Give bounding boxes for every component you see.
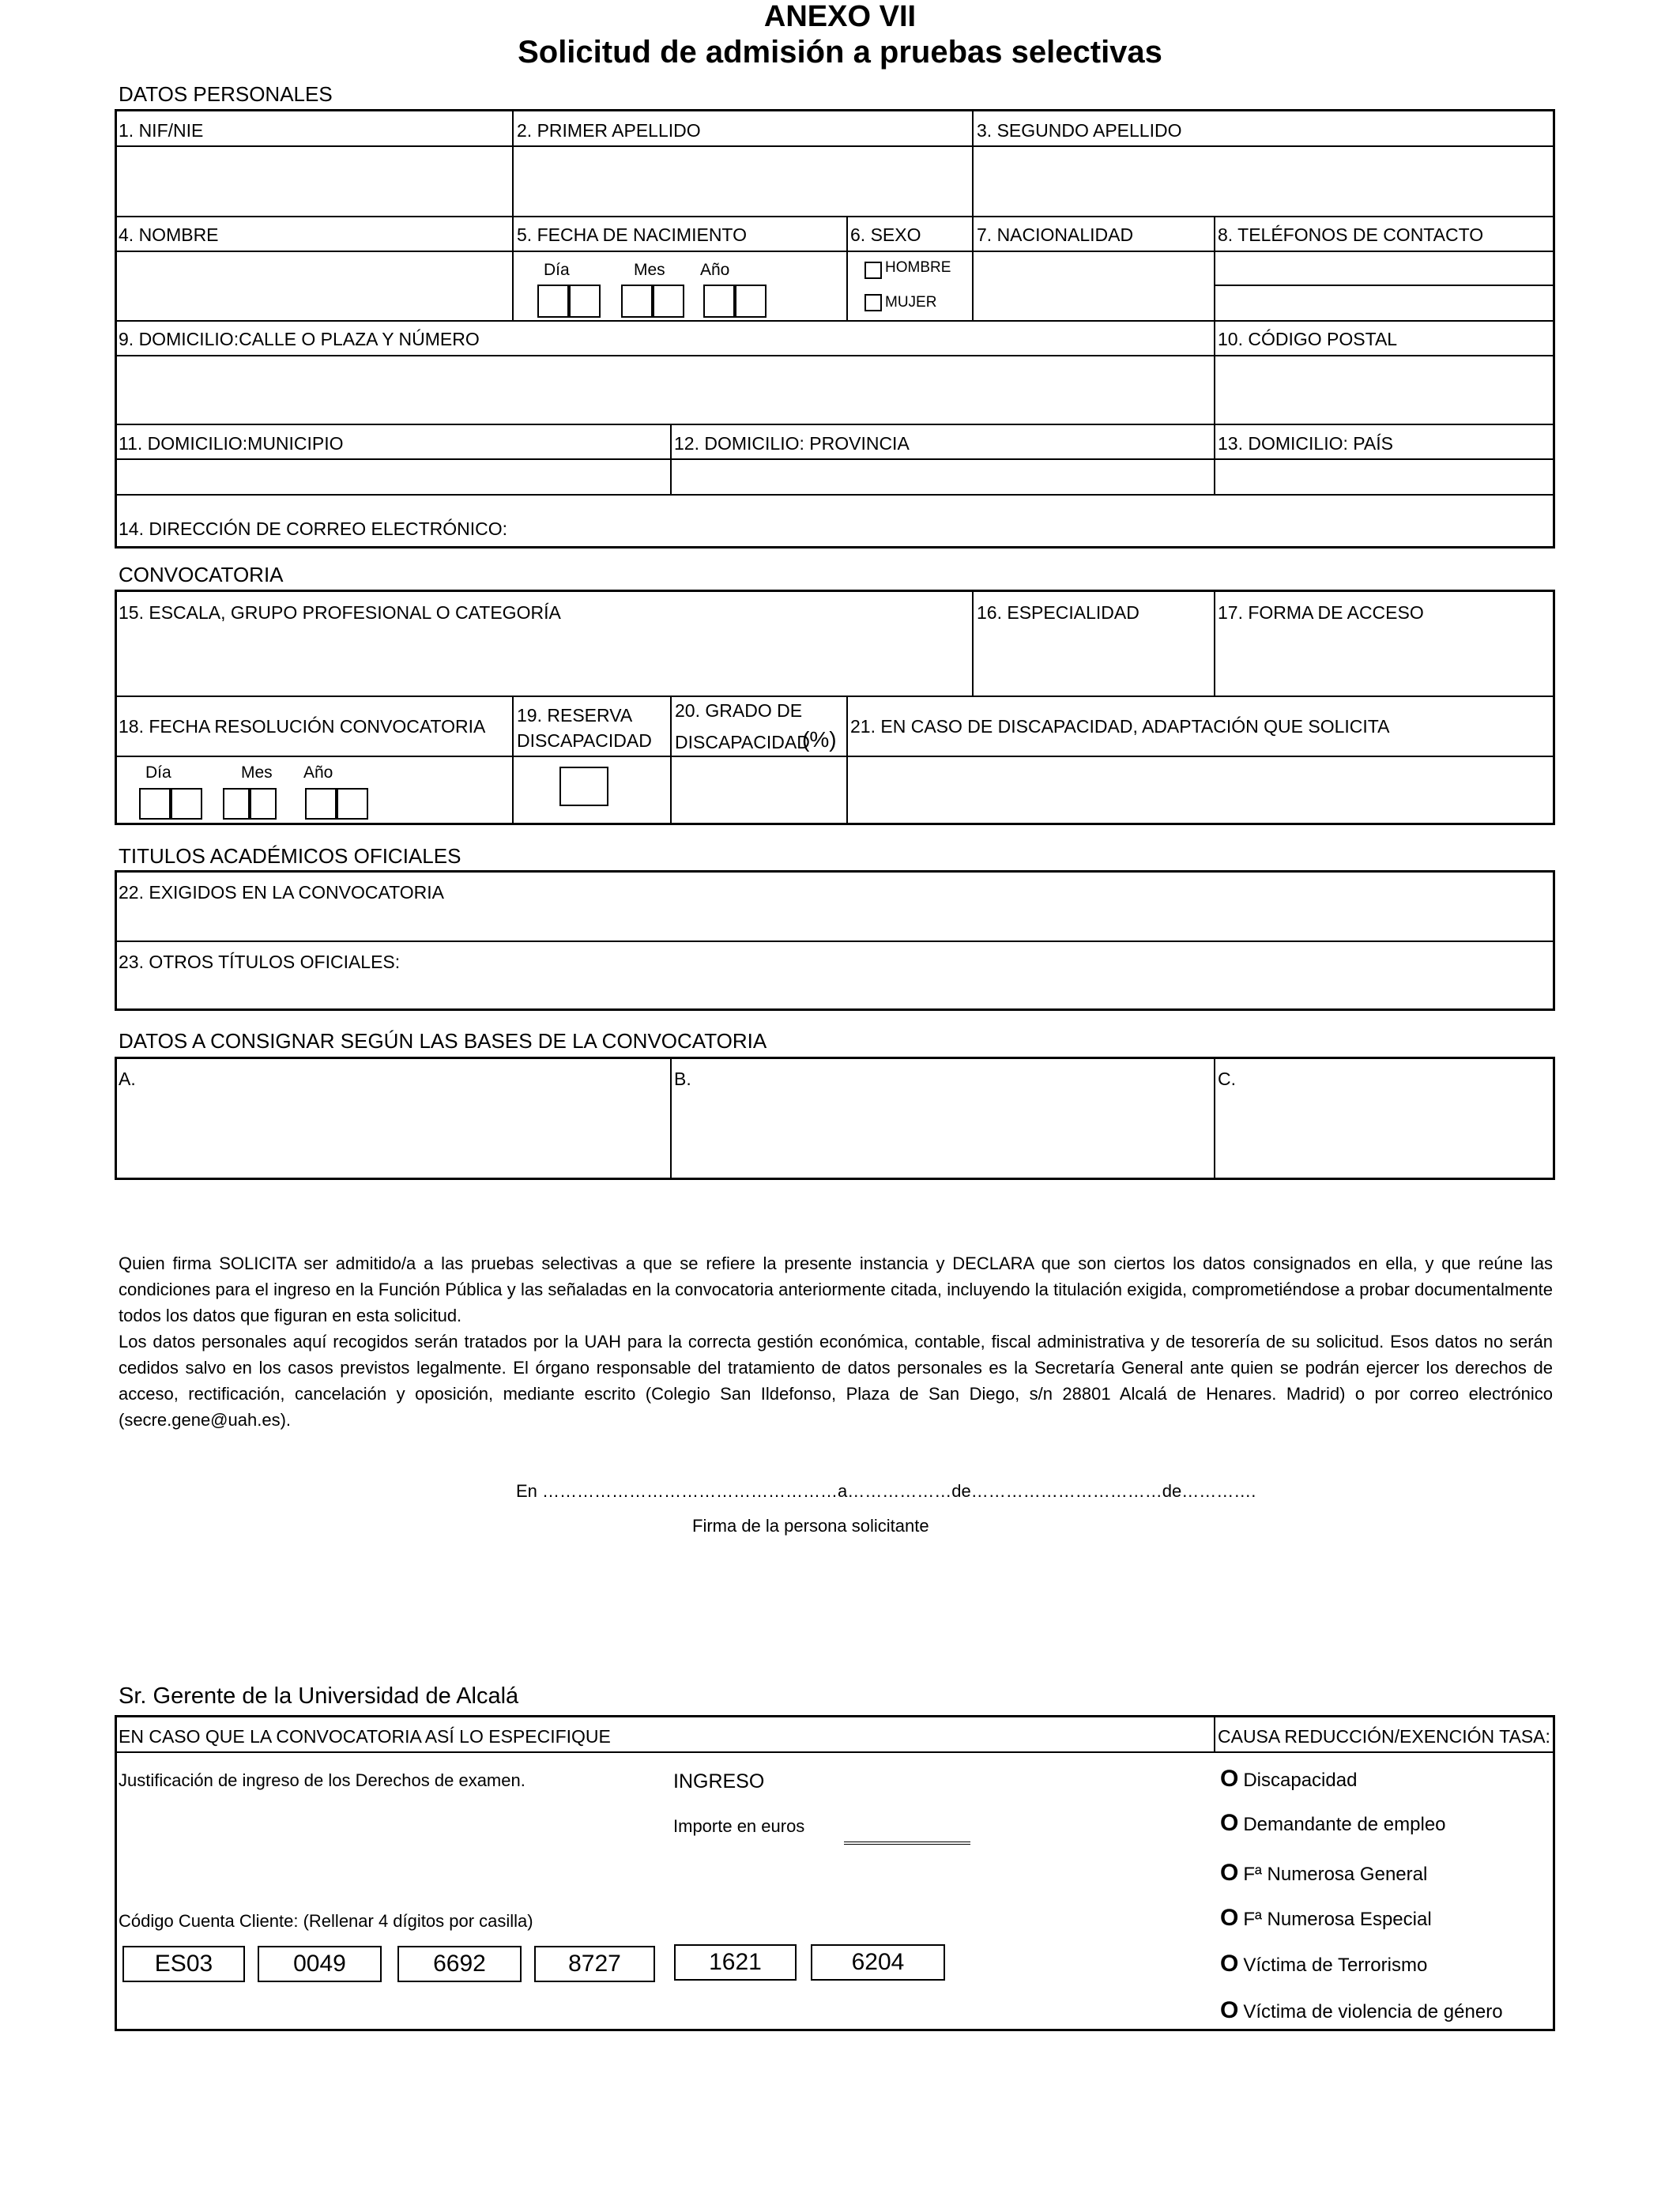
- field-nif-label: 1. NIF/NIE: [119, 120, 204, 141]
- field-adaptation-label: 21. EN CASO DE DISCAPACIDAD, ADAPTACIÓN QUE SOLICITA: [850, 716, 1390, 737]
- field-resolution-date-label: 18. FECHA RESOLUCIÓN CONVOCATORIA: [119, 716, 486, 737]
- field-reserve-label-2: DISCAPACIDAD: [517, 730, 652, 751]
- field-other-degrees-label: 23. OTROS TÍTULOS OFICIALES:: [119, 952, 401, 972]
- account-code-box-2[interactable]: 0049: [258, 1946, 382, 1982]
- field-name-label: 4. NOMBRE: [119, 224, 219, 245]
- cause-terrorism-victim[interactable]: [1220, 1951, 1427, 1977]
- birth-month-box-2[interactable]: [653, 285, 684, 318]
- field-nationality-label: 7. NACIONALIDAD: [977, 224, 1134, 245]
- radio-gender-violence-victim-icon: O: [1220, 1997, 1239, 2023]
- account-code-box-3[interactable]: 6692: [397, 1946, 522, 1982]
- sex-female-checkbox[interactable]: [864, 294, 882, 311]
- birth-day-box-2[interactable]: [569, 285, 601, 318]
- cause-disability[interactable]: [1220, 1766, 1357, 1793]
- radio-job-seeker-icon: O: [1220, 1810, 1239, 1836]
- field-sex-label: 6. SEXO: [850, 224, 921, 245]
- field-postal-code-label: 10. CÓDIGO POSTAL: [1218, 329, 1398, 349]
- field-second-surname-label: 3. SEGUNDO APELLIDO: [977, 120, 1182, 141]
- resolution-day-box-1[interactable]: [139, 788, 171, 820]
- resolution-month-label: Mes: [241, 763, 273, 782]
- birth-month-label: Mes: [634, 261, 665, 279]
- section-bases-data: DATOS A CONSIGNAR SEGÚN LAS BASES DE LA CONVOCATORIA: [119, 1029, 767, 1053]
- amount-euros-label: Importe en euros: [673, 1816, 805, 1836]
- birth-day-label: Día: [544, 261, 570, 279]
- place-date-line: En ……………………………………………a………………de……………………………de………….: [516, 1481, 1256, 1501]
- cause-large-family-special[interactable]: [1220, 1905, 1432, 1932]
- birth-month-box-1[interactable]: [621, 285, 653, 318]
- account-code-label: Código Cuenta Cliente: (Rellenar 4 dígitos por casilla): [119, 1911, 533, 1931]
- radio-large-family-special-icon: O: [1220, 1905, 1239, 1931]
- data-protection-paragraph: Los datos personales aquí recogidos serán tratados por la UAH para la correcta gestión económica, contable, fiscal administrativa y de tesorería de su solicitud. Esos datos no serán cedidos salvo en los casos previstos legalmente. El órgano responsable del tratamiento de datos personales es la Secretaría General ante quien se podrán ejercer los derechos de acceso, rectificación, cancelación y oposición, mediante escrito (Colegio San Ildefonso, Plaza de San Diego, s/n 28801 Alcalá de Henares. Madrid) o por correo electrónico (secre.gene@uah.es).: [119, 1332, 1553, 1430]
- birth-year-box-1[interactable]: [703, 285, 735, 318]
- addressee: Sr. Gerente de la Universidad de Alcalá: [119, 1683, 519, 1709]
- fee-header-right: CAUSA REDUCCIÓN/EXENCIÓN TASA:: [1218, 1726, 1550, 1747]
- payment-label: INGRESO: [673, 1770, 765, 1793]
- section-call: CONVOCATORIA: [119, 563, 284, 586]
- resolution-month-box-2[interactable]: [250, 788, 277, 820]
- sex-male-checkbox[interactable]: [864, 262, 882, 279]
- cause-large-family-general[interactable]: [1220, 1860, 1427, 1887]
- account-code-box-5[interactable]: 1621: [674, 1944, 797, 1981]
- resolution-day-box-2[interactable]: [171, 788, 202, 820]
- field-reserve-label-1: 19. RESERVA: [517, 705, 633, 726]
- resolution-year-box-1[interactable]: [305, 788, 337, 820]
- form-title: Solicitud de admisión a pruebas selectivas: [518, 35, 1162, 70]
- field-bases-a-label: A.: [119, 1069, 136, 1089]
- account-code-box-4[interactable]: 8727: [534, 1946, 655, 1982]
- resolution-month-box-1[interactable]: [223, 788, 250, 820]
- field-access-form-label: 17. FORMA DE ACCESO: [1218, 602, 1424, 623]
- legal-declaration: [119, 1250, 1553, 1433]
- cause-job-seeker[interactable]: [1220, 1810, 1446, 1837]
- radio-large-family-general-icon: O: [1220, 1860, 1239, 1886]
- cause-disability-label: Discapacidad: [1243, 1770, 1358, 1791]
- field-email-label: 14. DIRECCIÓN DE CORREO ELECTRÓNICO:: [119, 518, 508, 539]
- cause-large-family-special-label: Fª Numerosa Especial: [1243, 1909, 1432, 1930]
- field-bases-b-label: B.: [674, 1069, 691, 1089]
- field-scale-label: 15. ESCALA, GRUPO PROFESIONAL O CATEGORÍA: [119, 602, 561, 623]
- account-code-box-6[interactable]: 6204: [811, 1944, 945, 1981]
- sex-male-label: HOMBRE: [885, 259, 951, 276]
- field-street-label: 9. DOMICILIO:CALLE O PLAZA Y NÚMERO: [119, 329, 480, 349]
- birth-day-box-1[interactable]: [537, 285, 569, 318]
- field-country-label: 13. DOMICILIO: PAÍS: [1218, 433, 1393, 454]
- birth-year-box-2[interactable]: [735, 285, 767, 318]
- account-code-box-1[interactable]: ES03: [122, 1946, 245, 1982]
- resolution-year-box-2[interactable]: [337, 788, 368, 820]
- birth-year-label: Año: [700, 261, 730, 279]
- section-personal-data: DATOS PERSONALES: [119, 82, 333, 106]
- signature-caption: Firma de la persona solicitante: [692, 1516, 929, 1536]
- cause-gender-violence-victim-label: Víctima de violencia de género: [1243, 2001, 1503, 2022]
- field-bases-c-label: C.: [1218, 1069, 1236, 1089]
- resolution-year-label: Año: [303, 763, 333, 782]
- cause-gender-violence-victim[interactable]: [1220, 1997, 1503, 2024]
- field-specialty-label: 16. ESPECIALIDAD: [977, 602, 1139, 623]
- cause-terrorism-victim-label: Víctima de Terrorismo: [1243, 1955, 1428, 1976]
- annex-title: ANEXO VII: [763, 0, 917, 33]
- fee-header-left: EN CASO QUE LA CONVOCATORIA ASÍ LO ESPECIFIQUE: [119, 1726, 611, 1747]
- field-municipality-label: 11. DOMICILIO:MUNICIPIO: [119, 433, 344, 454]
- field-degree-label-1: 20. GRADO DE: [675, 700, 803, 721]
- radio-terrorism-victim-icon: O: [1220, 1951, 1239, 1977]
- amount-euros-field[interactable]: [844, 1842, 970, 1845]
- reserve-disability-checkbox[interactable]: [559, 767, 608, 806]
- field-first-surname-label: 2. PRIMER APELLIDO: [517, 120, 701, 141]
- resolution-day-label: Día: [145, 763, 171, 782]
- field-birthdate-label: 5. FECHA DE NACIMIENTO: [517, 224, 747, 245]
- field-required-degrees-label: 22. EXIGIDOS EN LA CONVOCATORIA: [119, 882, 444, 903]
- section-degrees: TITULOS ACADÉMICOS OFICIALES: [119, 844, 461, 868]
- field-degree-label-2: DISCAPACIDAD: [675, 732, 810, 752]
- field-province-label: 12. DOMICILIO: PROVINCIA: [674, 433, 910, 454]
- radio-disability-icon: O: [1220, 1766, 1239, 1792]
- exam-fee-justification: Justificación de ingreso de los Derechos de examen.: [119, 1770, 525, 1790]
- field-phones-label: 8. TELÉFONOS DE CONTACTO: [1218, 224, 1484, 245]
- cause-large-family-general-label: Fª Numerosa General: [1243, 1864, 1428, 1885]
- field-degree-percent: (%): [802, 727, 837, 752]
- bases-box: [115, 1057, 1555, 1180]
- sex-female-label: MUJER: [885, 294, 937, 311]
- declaration-paragraph: Quien firma SOLICITA ser admitido/a a las pruebas selectivas a que se refiere la presente instancia y DECLARA que son ciertos los datos consignados en ella, y que reúne las condiciones para el ingreso en la Función Pública y las señaladas en la convocatoria anteriormente citada, incluyendo la titulación exigida, comprometiéndose a probar documentalmente todos los datos que figuran en esta solicitud.: [119, 1253, 1553, 1325]
- cause-job-seeker-label: Demandante de empleo: [1243, 1814, 1446, 1835]
